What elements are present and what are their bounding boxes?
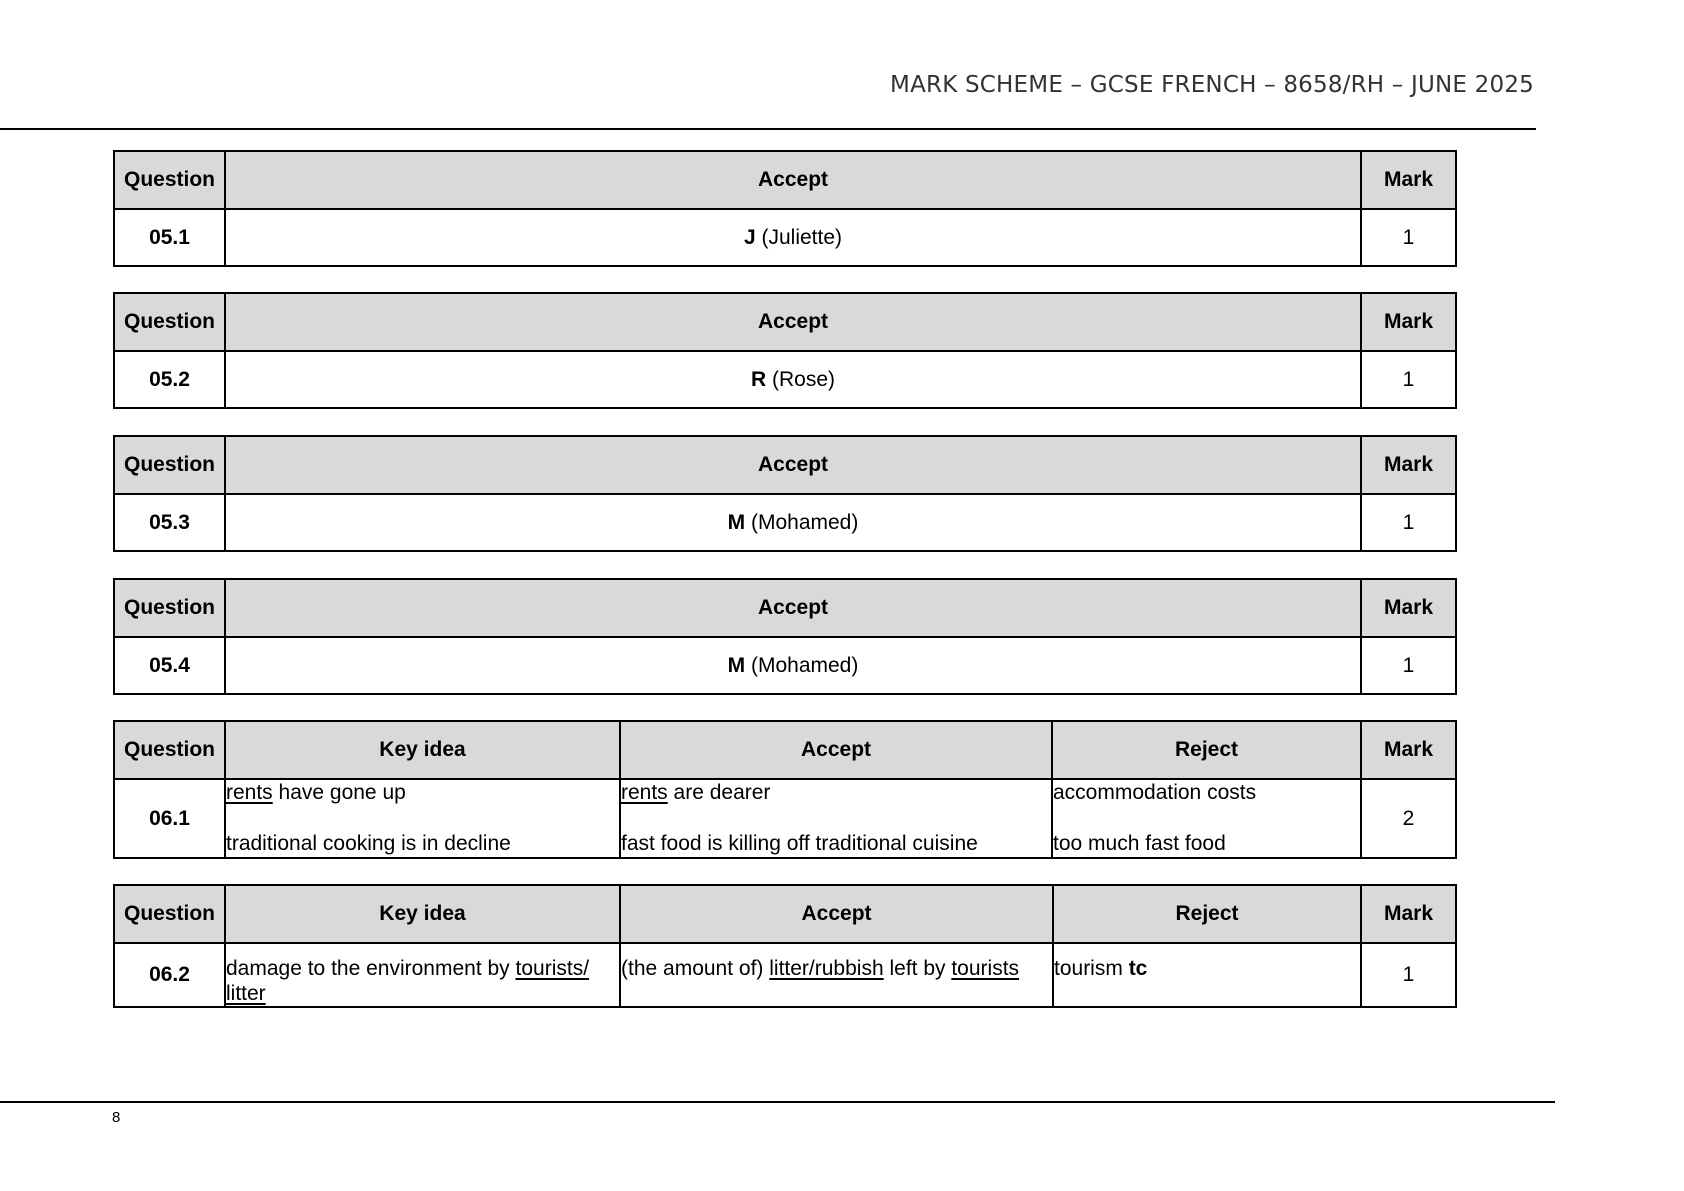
key-idea-text: have gone up bbox=[272, 781, 406, 804]
underlined-term: litter/rubbish bbox=[769, 957, 884, 980]
mark-table-06-1 bbox=[113, 720, 1457, 859]
header-accept: Accept bbox=[225, 579, 1361, 637]
accept-text: are dearer bbox=[667, 781, 771, 804]
table-row bbox=[114, 351, 1456, 408]
mark-table-06-2 bbox=[113, 884, 1457, 1008]
accept-cell bbox=[620, 943, 1053, 1007]
mark-table-05-2 bbox=[113, 292, 1457, 409]
reject-line-2: too much fast food bbox=[1053, 832, 1226, 855]
answer-letter: M bbox=[727, 510, 746, 534]
answer-letter: J bbox=[743, 225, 756, 249]
header-question: Question bbox=[114, 436, 225, 494]
header-key-idea: Key idea bbox=[225, 885, 620, 943]
accept-cell bbox=[225, 494, 1361, 551]
header-accept: Accept bbox=[620, 885, 1053, 943]
key-idea-text: damage to the environment by bbox=[226, 957, 516, 980]
mark-cell: 2 bbox=[1361, 779, 1456, 858]
reject-line-1: accommodation costs bbox=[1053, 781, 1257, 804]
underlined-term: litter bbox=[226, 982, 266, 1005]
mark-table-05-3 bbox=[113, 435, 1457, 552]
header-reject: Reject bbox=[1053, 885, 1361, 943]
mark-cell: 1 bbox=[1361, 209, 1456, 266]
page-number: 8 bbox=[112, 1109, 121, 1126]
reject-cell bbox=[1053, 943, 1361, 1007]
accept-line-2: fast food is killing off traditional cuisine bbox=[621, 832, 978, 855]
question-number: 05.4 bbox=[114, 637, 225, 694]
underlined-term: rents bbox=[226, 781, 273, 804]
accept-cell bbox=[620, 779, 1052, 858]
header-accept: Accept bbox=[225, 151, 1361, 209]
mark-cell: 1 bbox=[1361, 494, 1456, 551]
header-question: Question bbox=[114, 293, 225, 351]
table-row bbox=[114, 637, 1456, 694]
reject-bold-code: tc bbox=[1128, 957, 1148, 980]
header-question: Question bbox=[114, 721, 225, 779]
header-mark: Mark bbox=[1361, 293, 1456, 351]
header-question: Question bbox=[114, 885, 225, 943]
accept-cell bbox=[225, 209, 1361, 266]
reject-text: tourism bbox=[1054, 957, 1129, 980]
header-rule bbox=[0, 128, 1536, 130]
mark-cell: 1 bbox=[1361, 351, 1456, 408]
header-mark: Mark bbox=[1361, 579, 1456, 637]
table-row bbox=[114, 779, 1456, 858]
page-header-title: MARK SCHEME – GCSE FRENCH – 8658/RH – JUNE 2025 bbox=[890, 72, 1534, 98]
header-mark: Mark bbox=[1361, 436, 1456, 494]
header-accept: Accept bbox=[225, 436, 1361, 494]
header-mark: Mark bbox=[1361, 885, 1456, 943]
answer-letter: R bbox=[750, 367, 767, 391]
header-key-idea: Key idea bbox=[225, 721, 620, 779]
header-mark: Mark bbox=[1361, 151, 1456, 209]
table-row bbox=[114, 494, 1456, 551]
table-row bbox=[114, 209, 1456, 266]
accept-line-1 bbox=[621, 780, 1051, 805]
question-number: 06.1 bbox=[114, 779, 225, 858]
accept-text: left by bbox=[883, 957, 952, 980]
header-reject: Reject bbox=[1052, 721, 1361, 779]
key-idea-line-1 bbox=[226, 780, 619, 805]
answer-letter: M bbox=[727, 653, 746, 677]
header-question: Question bbox=[114, 579, 225, 637]
question-number: 05.1 bbox=[114, 209, 225, 266]
mark-cell: 1 bbox=[1361, 943, 1456, 1007]
header-accept: Accept bbox=[225, 293, 1361, 351]
question-number: 05.2 bbox=[114, 351, 225, 408]
key-idea-line-2: traditional cooking is in decline bbox=[226, 832, 511, 855]
question-number: 05.3 bbox=[114, 494, 225, 551]
underlined-term: tourists bbox=[951, 957, 1020, 980]
answer-name: (Rose) bbox=[772, 367, 836, 391]
mark-table-05-1 bbox=[113, 150, 1457, 267]
answer-name: (Mohamed) bbox=[750, 510, 859, 534]
underlined-term: rents bbox=[621, 781, 668, 804]
key-idea-cell bbox=[225, 943, 620, 1007]
accept-cell bbox=[225, 351, 1361, 408]
mark-cell: 1 bbox=[1361, 637, 1456, 694]
answer-name: (Mohamed) bbox=[750, 653, 859, 677]
table-row bbox=[114, 943, 1456, 1007]
underlined-term: tourists/ bbox=[515, 957, 590, 980]
answer-name: (Juliette) bbox=[761, 225, 843, 249]
mark-table-05-4 bbox=[113, 578, 1457, 695]
header-question: Question bbox=[114, 151, 225, 209]
question-number: 06.2 bbox=[114, 943, 225, 1007]
accept-text: (the amount of) bbox=[621, 957, 770, 980]
footer-rule bbox=[0, 1101, 1555, 1103]
accept-cell bbox=[225, 637, 1361, 694]
key-idea-cell bbox=[225, 779, 620, 858]
header-accept: Accept bbox=[620, 721, 1052, 779]
header-mark: Mark bbox=[1361, 721, 1456, 779]
reject-cell bbox=[1052, 779, 1361, 858]
